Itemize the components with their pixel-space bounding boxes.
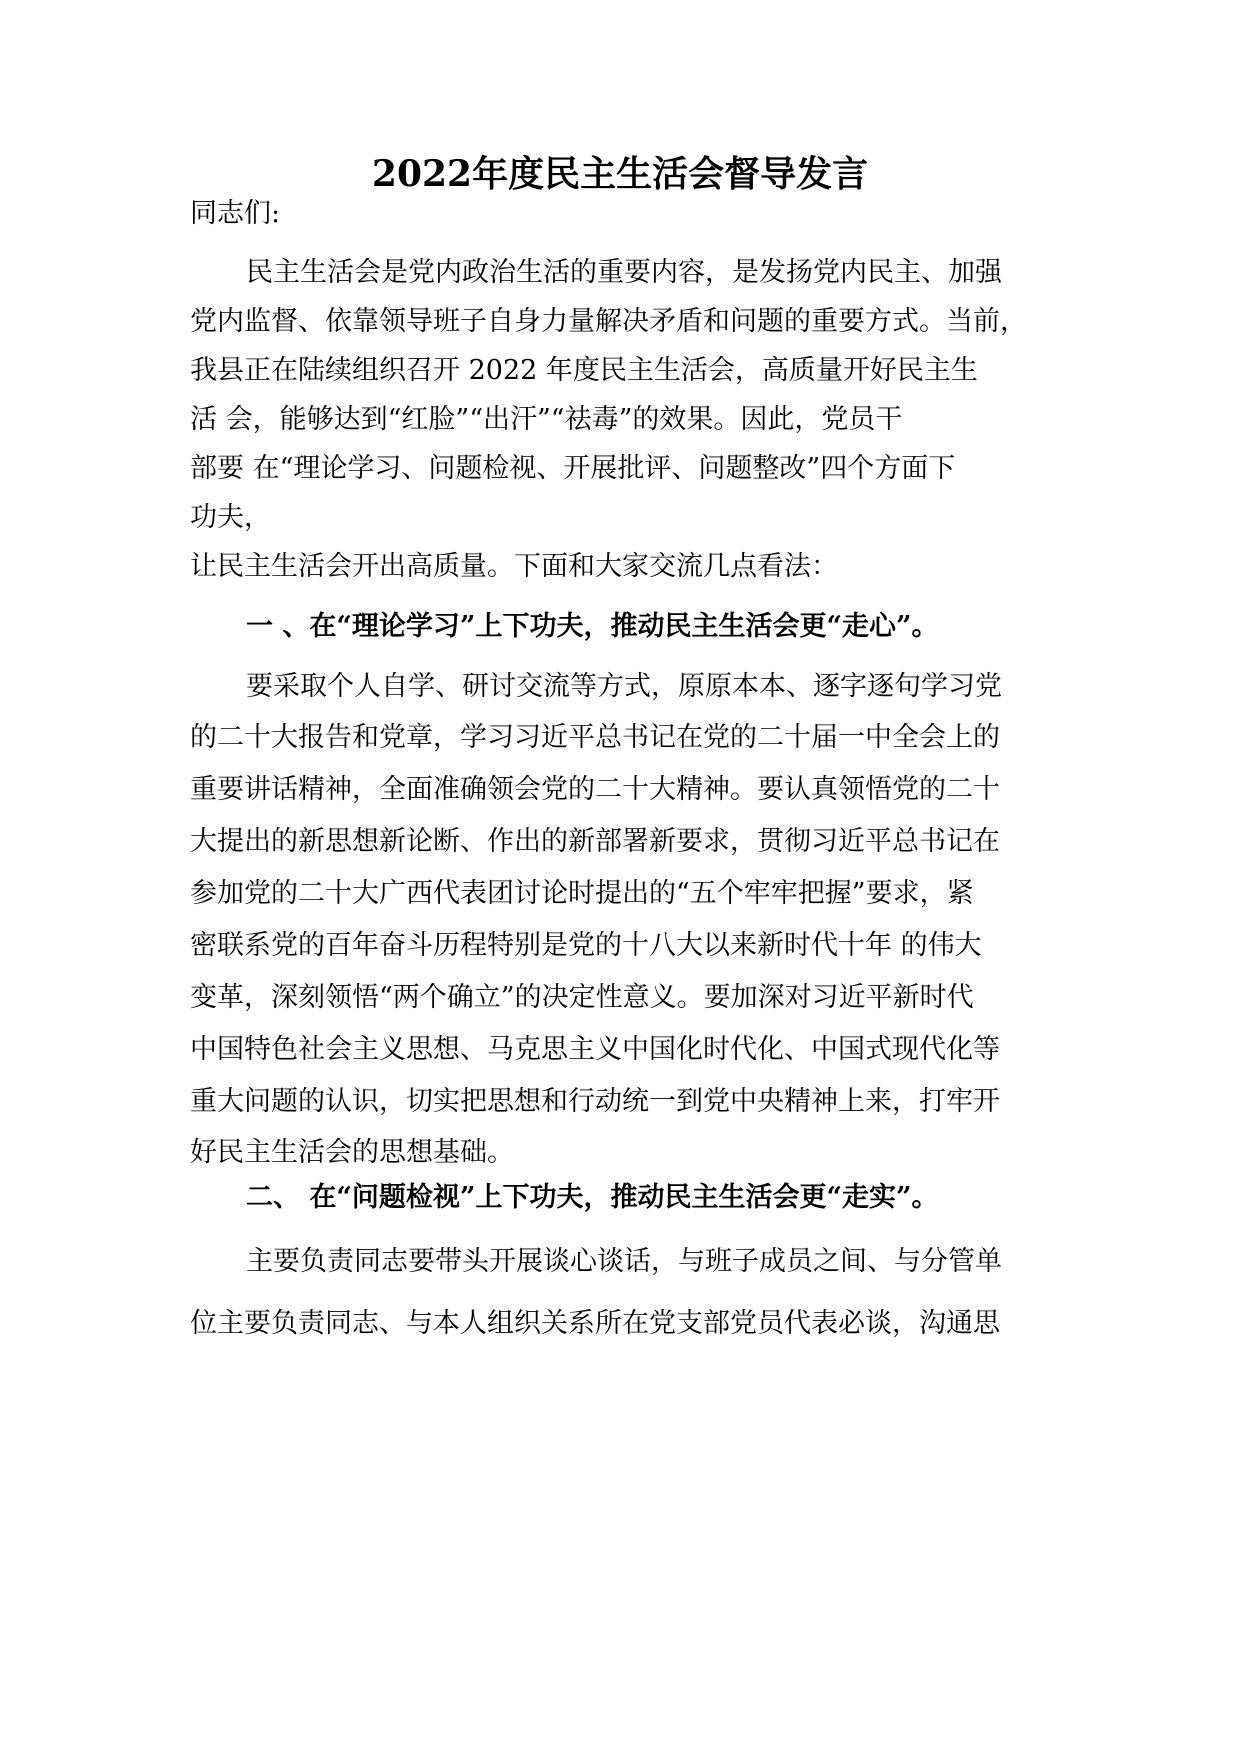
section-1-line: 中国特色社会主义思想、马克思主义中国化时代化、中国式现代化等: [190, 1034, 1000, 1065]
intro-line: 党内监督、依靠领导班子自身力量解决矛盾和问题的重要方式。当前，: [190, 306, 1027, 337]
intro-line: 部要 在“理论学习、问题检视、开展批评、问题整改”四个方面下: [190, 453, 956, 484]
section-2-line: 主要负责同志要带头开展谈心谈话，与班子成员之间、与分管单: [246, 1246, 1002, 1277]
section-1-line: 重要讲话精神，全面准确领会党的二十大精神。要认真领悟党的二十: [190, 774, 1000, 805]
intro-line: 让民主生活会开出高质量。下面和大家交流几点看法：: [190, 551, 838, 582]
intro-line: 民主生活会是党内政治生活的重要内容，是发扬党内民主、加强: [246, 257, 1002, 288]
section-1-line: 参加党的二十大广西代表团讨论时提出的“五个牢牢把握”要求，紧: [190, 878, 974, 909]
section-2-heading: 二、 在“问题检视”上下功夫，推动民主生活会更“走实”。: [246, 1182, 939, 1213]
section-1-line: 要采取个人自学、研讨交流等方式，原原本本、逐字逐句学习党: [246, 671, 1002, 702]
salutation: 同志们:: [190, 198, 281, 229]
intro-line: 我县正在陆续组织召开 2022 年度民主生活会，高质量开好民主生: [190, 355, 978, 386]
section-1-line: 的二十大报告和党章，学习习近平总书记在党的二十届一中全会上的: [190, 722, 1000, 753]
intro-line: 活 会，能够达到“红脸”“出汗”“祛毒”的效果。因此，党员干: [190, 404, 903, 435]
document-title: 2022年度民主生活会督导发言: [371, 153, 869, 195]
intro-line: 功夫，: [190, 502, 271, 533]
section-2-line: 位主要负责同志、与本人组织关系所在党支部党员代表必谈，沟通思: [190, 1308, 1000, 1339]
section-1-line: 好民主生活会的思想基础。: [190, 1137, 514, 1168]
section-1-line: 大提出的新思想新论断、作出的新部署新要求，贯彻习近平总书记在: [190, 826, 1000, 857]
section-1-heading: 一 、在“理论学习”上下功夫，推动民主生活会更“走心”。: [246, 611, 939, 642]
section-1-line: 重大问题的认识，切实把思想和行动统一到党中央精神上来，打牢开: [190, 1086, 1000, 1117]
section-1-line: 变革，深刻领悟“两个确立”的决定性意义。要加深对习近平新时代: [190, 982, 974, 1013]
section-1-line: 密联系党的百年奋斗历程特别是党的十八大以来新时代十年 的伟大: [190, 930, 982, 961]
